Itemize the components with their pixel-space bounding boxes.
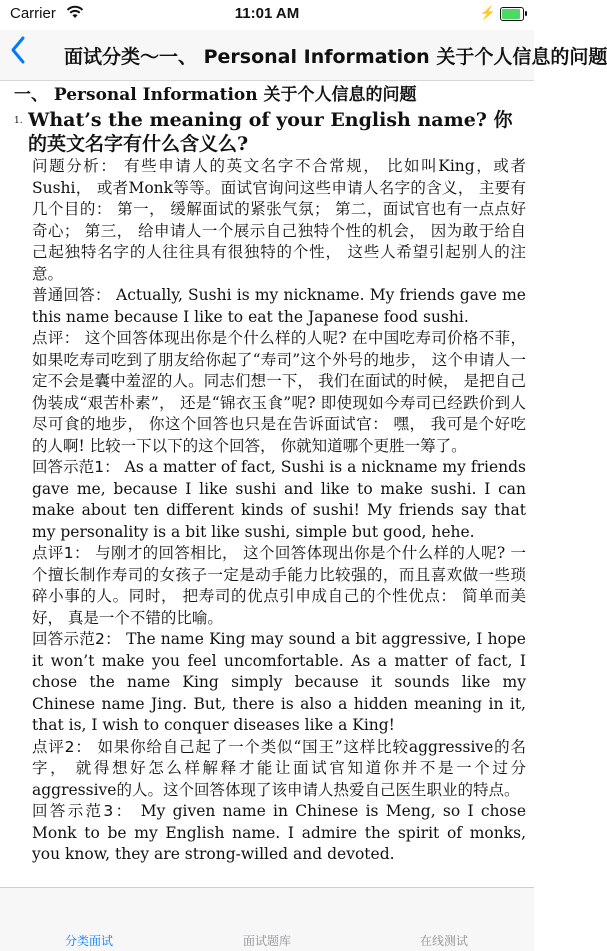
paragraph-text: 如果你给自己起了一个类似“国王”这样比较aggressive的名字， 就得想好怎么样解释才能让面试官知道你并不是一个过分aggressive的人。这个回答体现了该申请人热爱自己医生职业的特点。 [32, 737, 526, 799]
tab-bar [0, 887, 534, 951]
question-title: What’s the meaning of your English name? 你的英文名字有什么含义么? [28, 109, 513, 155]
paragraph-label: 点评2： [32, 737, 92, 756]
paragraph-text: 有些申请人的英文名字不合常规， 比如叫King，或者Sushi， 或者Monk等等。面试官询问这些申请人名字的含义， 主要有几个目的： 第一， 缓解面试的紧张气氛； 第二，面试官也有一点点好奇心； 第三， 给申请人一个展示自己独特个性的机会， 因为敢于给自己起独特名字的人往往具有很独特的个性， 这些人希望引起别人的注意。 [32, 157, 526, 283]
clock: 11:01 AM [234, 5, 300, 22]
nav-title: 面试分类～一、 Personal Information 关于个人信息的问题 [64, 46, 607, 68]
paragraph-example-3 [32, 801, 526, 866]
paragraph-analysis [32, 156, 526, 285]
paragraph-text: As a matter of fact, Sushi is a nickname my friends gave me, because I like sushi and like to make sushi. I can make about ten different kinds of sushi! My friends say that my personality is a bit like sushi, simple but good, hehe. [32, 458, 526, 541]
paragraph-text: 与刚才的回答相比， 这个回答体现出你是个什么样的人呢? 一个擅长制作寿司的女孩子一定是动手能力比较强的，而且喜欢做一些琐碎小事的人。同时， 把寿司的优点引申成自己的个性优点： 简单而美好， 真是一个不错的比喻。 [32, 544, 526, 627]
tab-online-test[interactable]: 在线测试 [419, 934, 468, 948]
battery-icon [500, 7, 524, 21]
paragraph-label: 回答示范2： [32, 630, 121, 648]
tab-category-interview[interactable]: 分类面试 [64, 934, 113, 948]
status-bar [0, 0, 534, 30]
charging-icon: ⚡ [479, 5, 496, 20]
carrier-label: Carrier [10, 5, 56, 22]
chevron-left-icon [10, 36, 26, 64]
paragraph-comment-1 [32, 543, 526, 629]
paragraph-comment [32, 328, 526, 457]
tab-question-bank[interactable]: 面试题库 [242, 934, 291, 948]
question-heading [14, 108, 526, 156]
section-title: 一、 Personal Information 关于个人信息的问题 [14, 85, 417, 105]
paragraph-label: 问题分析： [32, 157, 118, 175]
paragraph-normal-answer [32, 285, 526, 328]
paragraph-label: 回答示范3： [32, 802, 134, 820]
paragraph-label: 回答示范1： [32, 458, 120, 476]
paragraph-label: 点评： [32, 329, 80, 347]
question-number: 1. [14, 116, 23, 126]
paragraph-text: Actually, Sushi is my nickname. My friends gave me this name because I like to eat the Japanese food sushi. [32, 286, 526, 326]
paragraph-label: 点评1： [32, 544, 90, 562]
paragraph-label: 普通回答： [32, 286, 111, 304]
paragraph-text: My given name in Chinese is Meng, so I chose Monk to be my English name. I admire the spirit of monks, you know, they are strong-willed and devoted. [32, 802, 526, 863]
paragraph-example-2 [32, 629, 526, 737]
navigation-bar [0, 30, 607, 81]
paragraph-text: 这个回答体现出你是个什么样的人呢? 在中国吃寿司价格不菲， 如果吃寿司吃到了朋友给你起了“寿司”这个外号的地步， 这个申请人一定不会是囊中羞涩的人。同志们想一下， 我们在面试的时候， 是把自己伪装成“艰苦朴素”， 还是“锦衣玉食”呢? 即使现如今寿司已经跌价到人尽可食的地步， 你这个回答也只是在告诉面试官： 嘿， 我可是个好吃的人啊! 比较一下以下的这个回答， 你就知道哪个更胜一筹了。 [32, 329, 526, 455]
back-button[interactable] [10, 36, 26, 72]
paragraph-example-1 [32, 457, 526, 543]
article-content[interactable] [0, 82, 534, 887]
paragraph-comment-2 [32, 737, 526, 802]
paragraph-text: The name King may sound a bit aggressive, I hope it won’t make you feel uncomfortable. As a matter of fact, I chose the name King simply because it sounds like my Chinese name Jing. But, there is also a hidden meaning in it, that is, I wish to conquer diseases like a King! [32, 630, 526, 734]
